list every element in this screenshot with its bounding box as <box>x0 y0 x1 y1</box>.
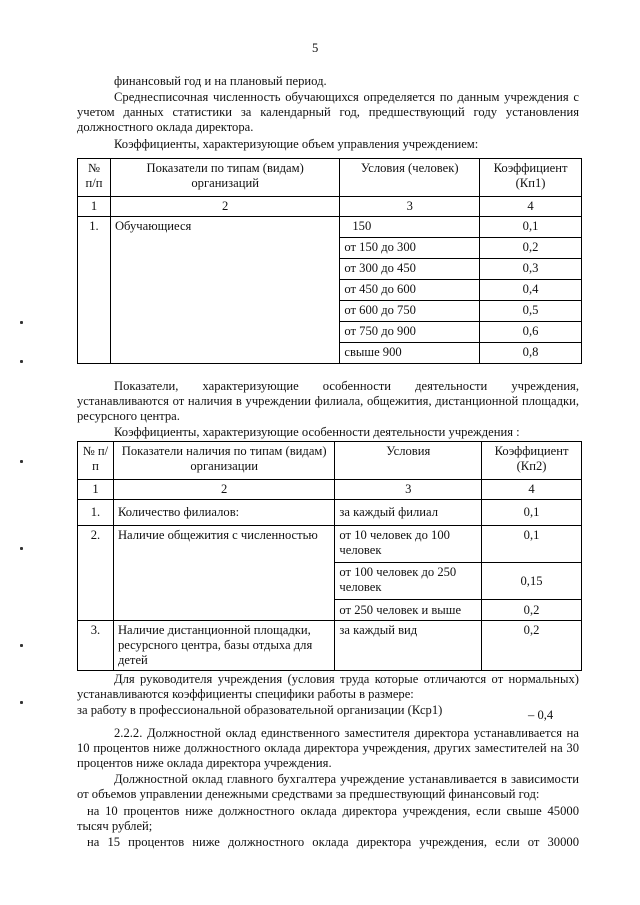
condition-cell: от 750 до 900 <box>340 322 480 343</box>
scan-mark <box>20 460 23 463</box>
col-number: 4 <box>482 480 582 500</box>
coef-cell: 0,3 <box>480 259 582 280</box>
specifics-value: – 0,4 <box>528 708 554 722</box>
accountant-paragraph: Должностной оклад главного бухгалтера учреждение устанавливается в зависимости от объемов управлении денежными средствами за предшествующий финансовый год: <box>77 772 579 802</box>
specifics-line: за работу в профессиональной образовательной организации (Кср1) <box>77 703 443 717</box>
header-coefficient: Коэффициент (Кп2) <box>482 442 582 480</box>
header-conditions: Условия <box>335 442 482 480</box>
table-coefficients-volume <box>77 158 582 364</box>
table2-caption: Коэффициенты, характеризующие особенности деятельности учреждения : <box>114 425 520 439</box>
row-number: 3. <box>78 621 114 671</box>
condition-cell: от 450 до 600 <box>340 280 480 301</box>
scan-mark <box>20 644 23 647</box>
header-conditions: Условия (человек) <box>340 159 480 197</box>
row-indicator: Наличие общежития с численностью <box>113 526 334 621</box>
row-number: 2. <box>78 526 114 621</box>
accountant-item: на 15 процентов ниже должностного оклада директора учреждения, если от 30000 <box>87 835 579 849</box>
condition-cell: от 300 до 450 <box>340 259 480 280</box>
row-indicator: Обучающиеся <box>110 217 339 364</box>
row-indicator: Наличие дистанционной площадки, ресурсного центра, базы отдыха для детей <box>113 621 334 671</box>
col-number: 2 <box>110 197 339 217</box>
features-paragraph: Показатели, характеризующие особенности деятельности учреждения, устанавливаются от наличия в учреждении филиала, общежития, дистанционной площадки, ресурсного центра. <box>77 379 579 424</box>
coef-cell: 0,1 <box>482 500 582 526</box>
coef-cell: 0,6 <box>480 322 582 343</box>
col-number: 2 <box>113 480 334 500</box>
col-number: 1 <box>78 480 114 500</box>
deputy-paragraph: 2.2.2. Должностной оклад единственного заместителя директора устанавливается на 10 процентов ниже должностного оклада директора учреждения, других заместителей на 30 процентов ниже оклада директора учреждения. <box>77 726 579 771</box>
coef-cell: 0,2 <box>482 621 582 671</box>
scan-mark <box>20 547 23 550</box>
table-coefficients-features <box>77 441 582 671</box>
header-coefficient: Коэффициент (Кп1) <box>480 159 582 197</box>
intro-line: финансовый год и на плановый период. <box>114 74 327 88</box>
condition-cell: от 150 до 300 <box>340 238 480 259</box>
condition-cell: свыше 900 <box>340 343 480 364</box>
coef-cell: 0,1 <box>480 217 582 238</box>
specifics-paragraph: Для руководителя учреждения (условия труда которые отличаются от нормальных) устанавливаются коэффициенты специфики работы в размере: <box>77 672 579 702</box>
scan-mark <box>20 321 23 324</box>
condition-cell: за каждый филиал <box>335 500 482 526</box>
coef-cell: 0,4 <box>480 280 582 301</box>
scan-mark <box>20 360 23 363</box>
condition-cell: за каждый вид <box>335 621 482 671</box>
condition-cell: от 10 человек до 100 человек <box>335 526 482 563</box>
row-number: 1. <box>78 217 111 364</box>
row-number: 1. <box>78 500 114 526</box>
coef-cell: 0,15 <box>482 563 582 600</box>
condition-cell: от 100 человек до 250 человек <box>335 563 482 600</box>
col-number: 3 <box>335 480 482 500</box>
coef-cell: 0,5 <box>480 301 582 322</box>
coef-cell: 0,2 <box>480 238 582 259</box>
row-indicator: Количество филиалов: <box>113 500 334 526</box>
accountant-item: на 10 процентов ниже должностного оклада директора учреждения, если свыше 45000 тысяч рублей; <box>77 804 579 834</box>
header-indicator: Показатели по типам (видам) организаций <box>110 159 339 197</box>
coef-cell: 0,8 <box>480 343 582 364</box>
coef-cell: 0,2 <box>482 600 582 621</box>
condition-cell: от 250 человек и выше <box>335 600 482 621</box>
header-number: № п/п <box>78 159 111 197</box>
col-number: 4 <box>480 197 582 217</box>
col-number: 3 <box>340 197 480 217</box>
header-number: № п/п <box>78 442 114 480</box>
col-number: 1 <box>78 197 111 217</box>
table1-caption: Коэффициенты, характеризующие объем управления учреждением: <box>114 137 479 151</box>
page-number: 5 <box>312 41 319 55</box>
coef-cell: 0,1 <box>482 526 582 563</box>
scan-mark <box>20 701 23 704</box>
header-indicator: Показатели наличия по типам (видам) организации <box>113 442 334 480</box>
condition-cell: от 600 до 750 <box>340 301 480 322</box>
intro-paragraph: Среднесписочная численность обучающихся определяется по данным учреждения с учетом данных статистики за календарный год, предшествующий году установления должностного оклада директора. <box>77 90 579 135</box>
condition-cell: 150 <box>340 217 480 238</box>
